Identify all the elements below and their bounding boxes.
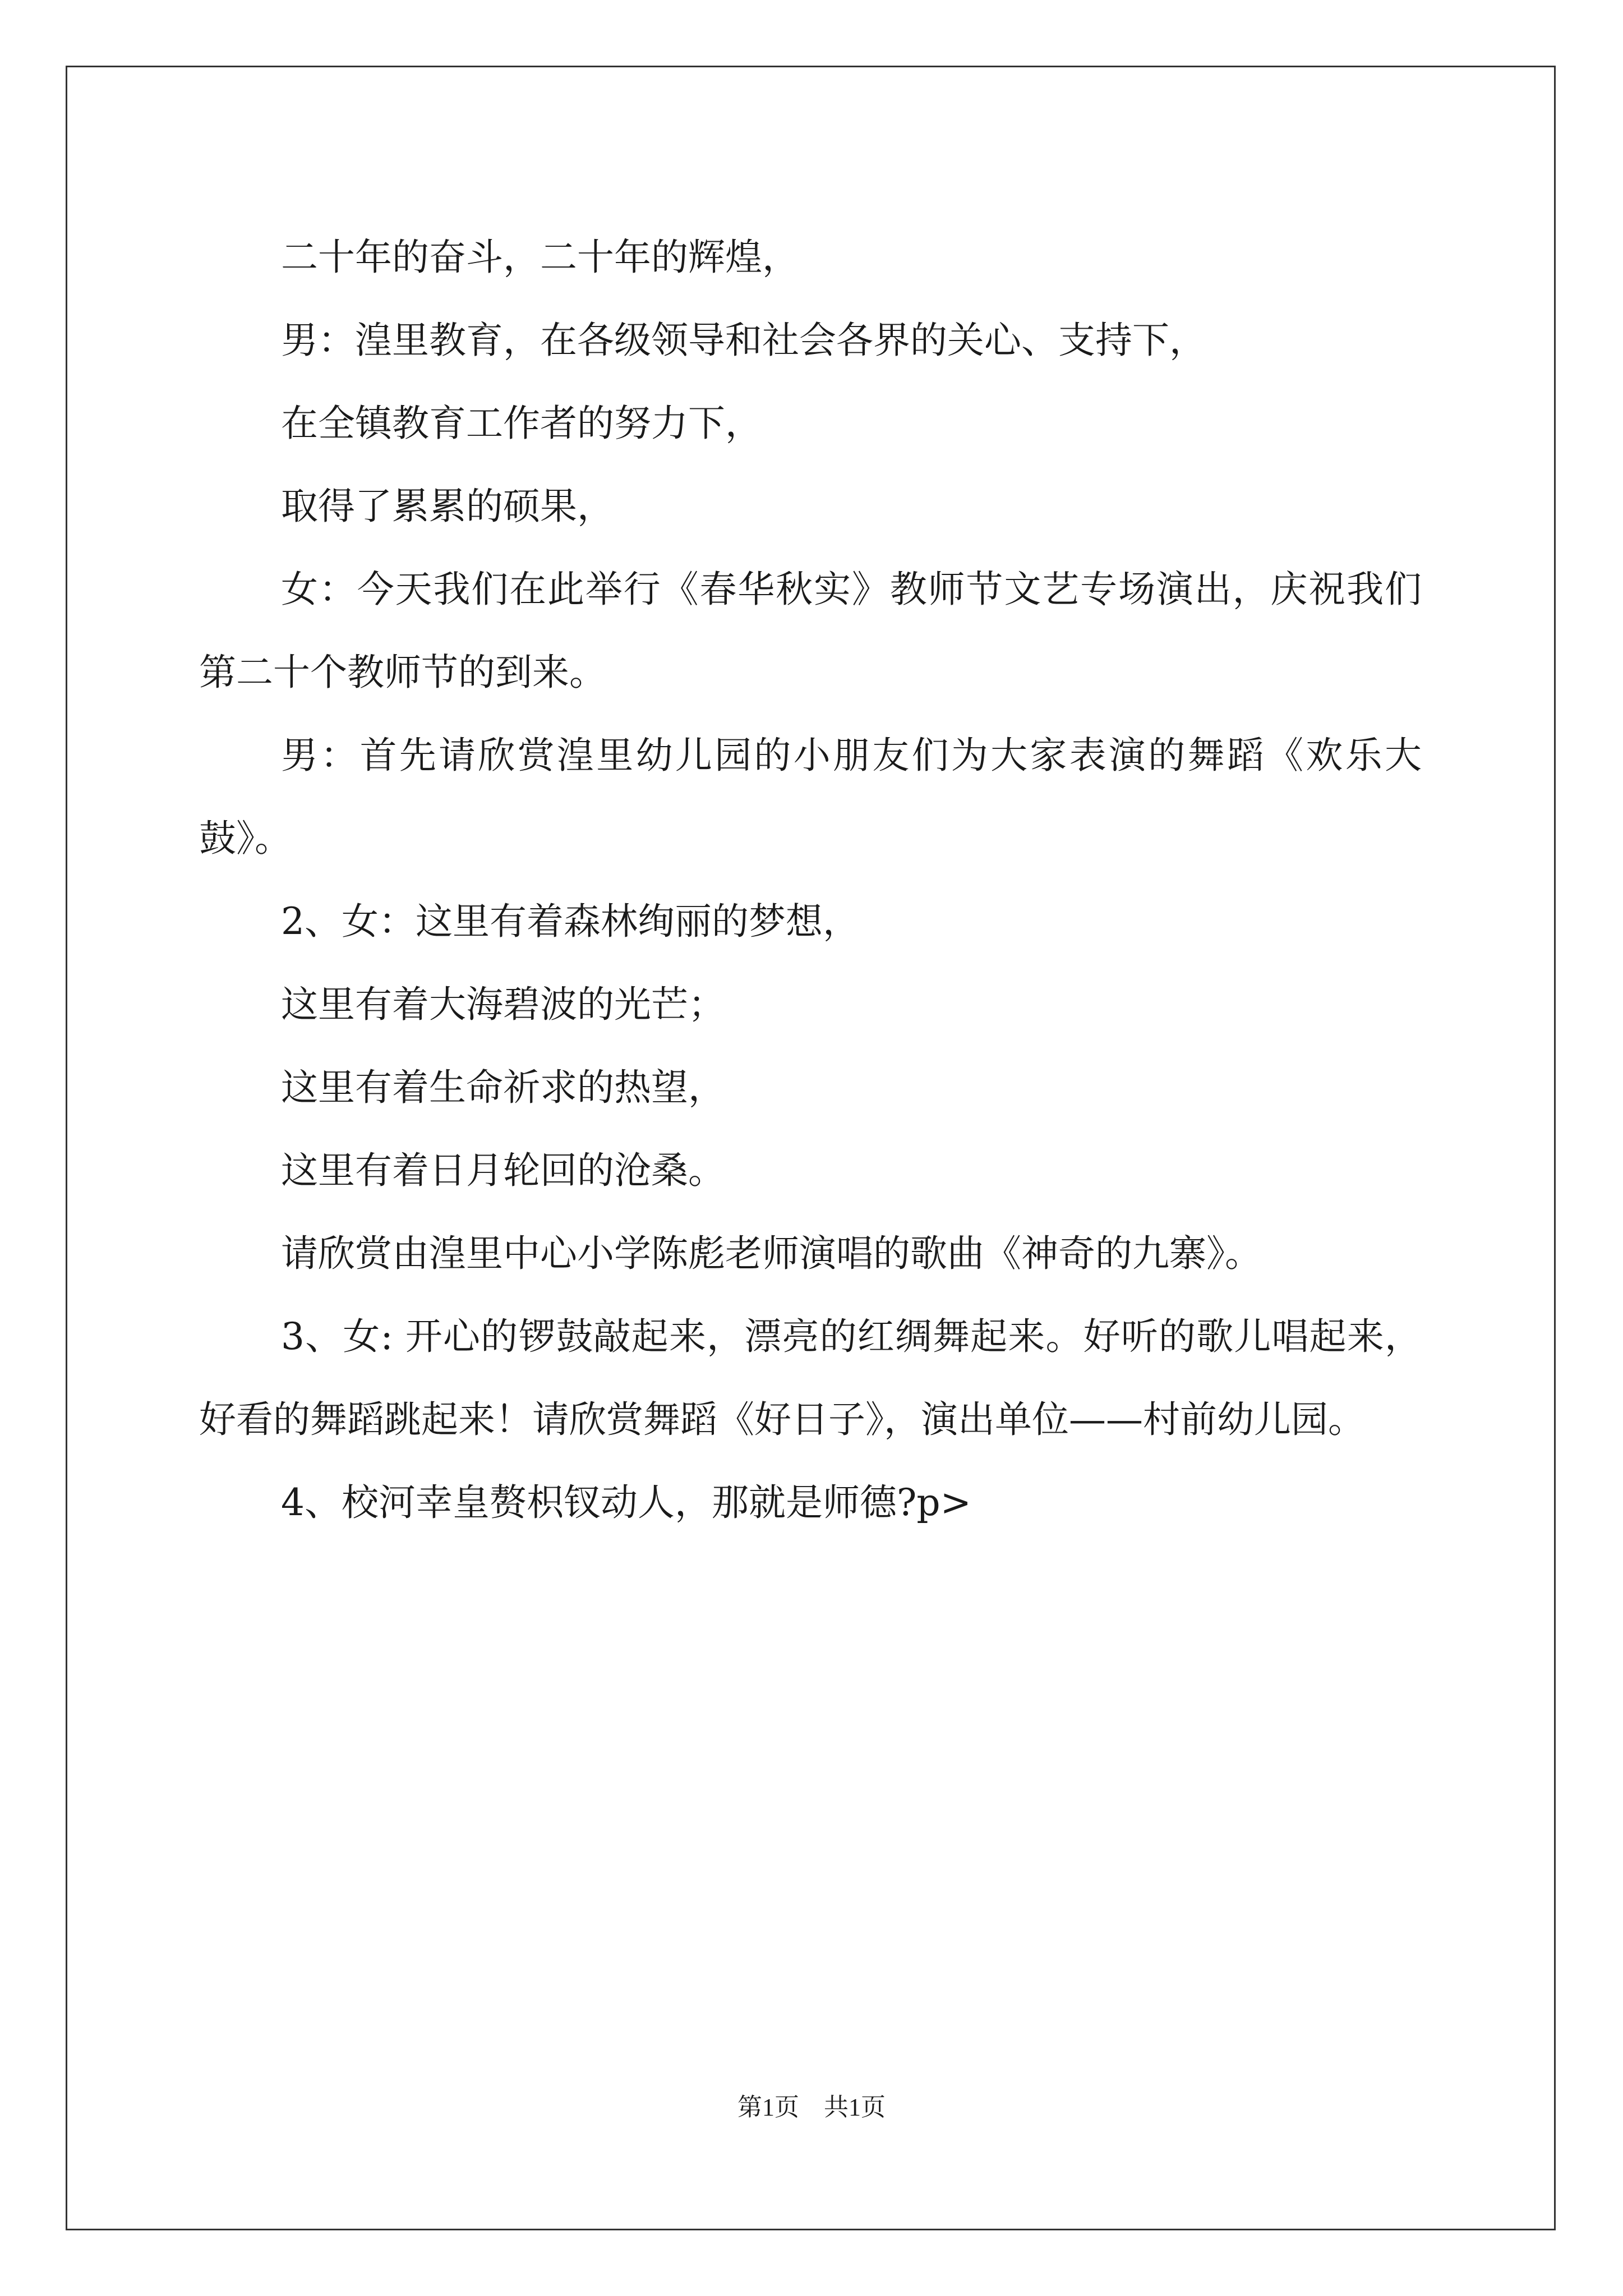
paragraph: 请欣赏由湟里中心小学陈彪老师演唱的歌曲《神奇的九寨》。 xyxy=(281,1232,1262,1275)
paragraph: 取得了累累的硕果， xyxy=(281,485,614,528)
paragraph: 二十年的奋斗，二十年的辉煌， xyxy=(281,236,799,279)
paragraph: 女：今天我们在此举行《春华秋实》教师节文艺专场演出，庆祝我们第二十个教师节的到来。 xyxy=(199,568,1422,694)
paragraph: 男：湟里教育，在各级领导和社会各界的关心、支持下， xyxy=(281,319,1206,362)
paragraph: 2、女：这里有着森林绚丽的梦想， xyxy=(281,900,860,943)
page-number: 第1页 共1页 xyxy=(737,2093,886,2121)
document-body xyxy=(199,216,1422,1544)
paragraph: 这里有着大海碧波的光芒； xyxy=(281,983,725,1026)
paragraph: 3、女: 开心的锣鼓敲起来，漂亮的红绸舞起来。好听的歌儿唱起来，好看的舞蹈跳起来！请欣赏舞蹈《好日子》，演出单位——村前幼儿园。 xyxy=(199,1315,1422,1441)
paragraph: 在全镇教育工作者的努力下， xyxy=(281,402,762,445)
paragraph: 4、校河幸皇赘枳钗动人，那就是师德?p> xyxy=(281,1481,971,1524)
paragraph: 这里有着生命祈求的热望， xyxy=(281,1066,725,1109)
paragraph: 男：首先请欣赏湟里幼儿园的小朋友们为大家表演的舞蹈《欢乐大鼓》。 xyxy=(199,734,1422,860)
paragraph: 这里有着日月轮回的沧桑。 xyxy=(281,1149,725,1192)
